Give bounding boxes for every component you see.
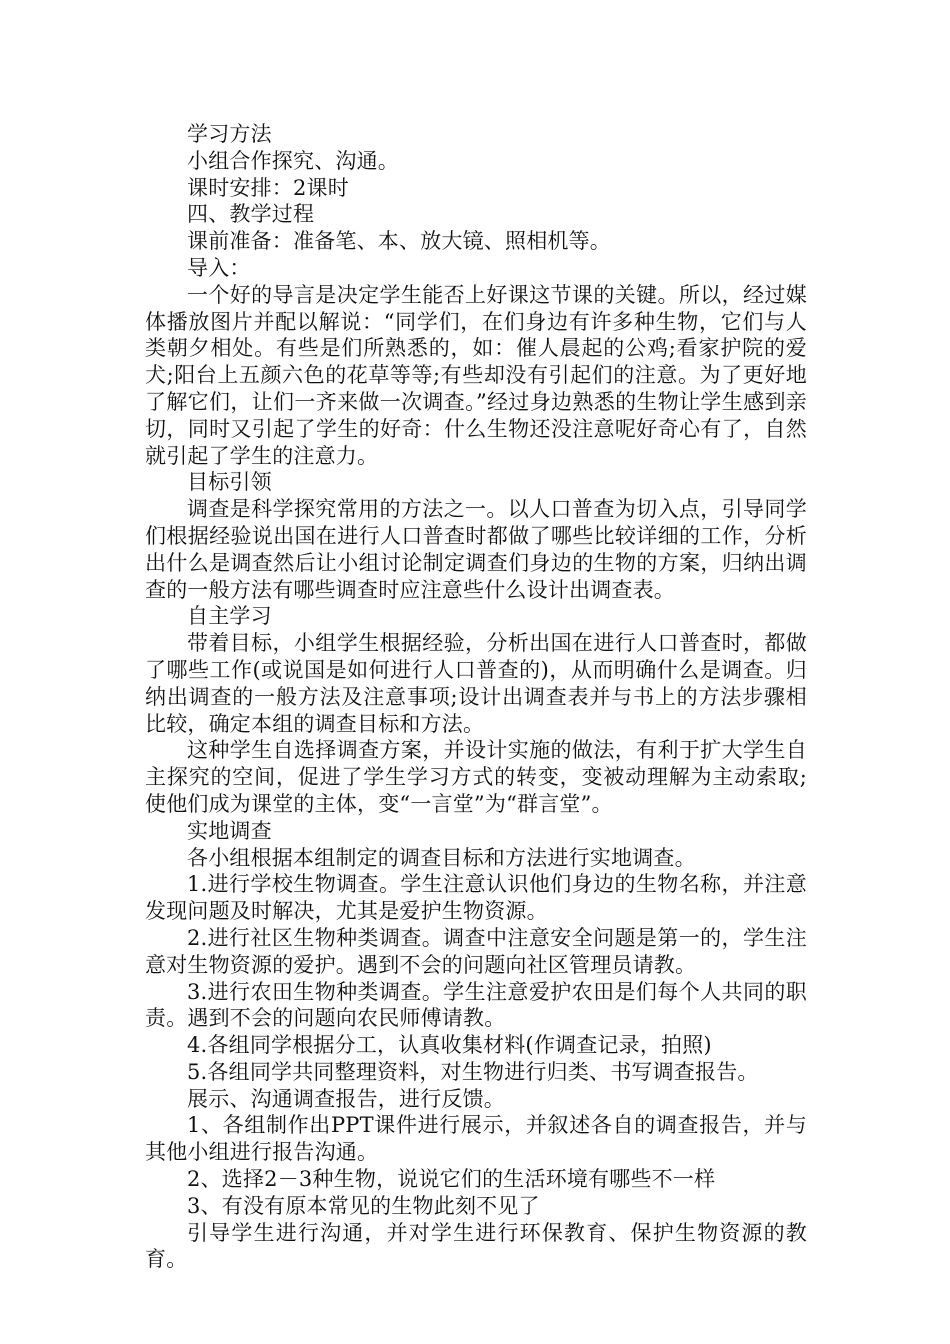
heading-present-report: 展示、沟通调查报告，进行反馈。 bbox=[187, 1086, 505, 1111]
list-item-ppt-presentation: 1、各组制作出PPT课件进行展示，并叙述各自的调查报告，并与其他小组进行报告沟通。 bbox=[145, 1113, 807, 1165]
list-item-farmland-survey: 3.进行农田生物种类调查。学生注意爱护农田是们每个人共同的职责。遇到不会的问题向农民师傅请教。 bbox=[145, 979, 807, 1031]
heading-introduction: 导入： bbox=[187, 255, 251, 280]
list-item-collect-materials: 4.各组同学根据分工，认真收集材料(作调查记录，拍照) bbox=[187, 1033, 712, 1058]
paragraph-environmental-education: 引导学生进行沟通，并对学生进行环保教育、保护生物资源的教育。 bbox=[145, 1220, 807, 1272]
list-item-missing-organisms: 3、有没有原本常见的生物此刻不见了 bbox=[187, 1193, 540, 1218]
list-item-community-survey: 2.进行社区生物种类调查。调查中注意安全问题是第一的，学生注意对生物资源的爱护。遇到不会的问题向社区管理员请教。 bbox=[145, 925, 807, 977]
paragraph-self-study: 带着目标，小组学生根据经验，分析出国在进行人口普查时，都做了哪些工作(或说国是如何进行人口普查的)，从而明确什么是调查。归纳出调查的一般方法及注意事项;设计出调查表并与书上的方法步骤相比较，确定本组的调查目标和方法。 bbox=[145, 631, 807, 736]
heading-goal-guidance: 目标引领 bbox=[187, 470, 272, 495]
paragraph-self-selected-plan: 这种学生自选择调查方案，并设计实施的做法，有利于扩大学生自主探究的空间，促进了学生学习方式的转变，变被动理解为主动索取;使他们成为课堂的主体，变“一言堂”为“群言堂”。 bbox=[145, 738, 807, 816]
list-item-choose-organisms: 2、选择2－3种生物，说说它们的生活环境有哪些不一样 bbox=[187, 1167, 716, 1192]
document-body bbox=[145, 121, 807, 1273]
list-item-school-survey: 1.进行学校生物调查。学生注意认识他们身边的生物名称，并注意发现问题及时解决，尤其是爱护生物资源。 bbox=[145, 872, 807, 924]
paragraph-field-survey: 各小组根据本组制定的调查目标和方法进行实地调查。 bbox=[187, 845, 696, 870]
paragraph-group-cooperation: 小组合作探究、沟通。 bbox=[187, 148, 399, 173]
heading-field-survey: 实地调查 bbox=[187, 818, 272, 843]
heading-teaching-process: 四、教学过程 bbox=[187, 202, 315, 227]
paragraph-introduction: 一个好的导言是决定学生能否上好课这节课的关键。所以，经过媒体播放图片并配以解说：“同学们，在们身边有许多种生物，它们与人类朝夕相处。有些是们所熟悉的，如：催人晨起的公鸡;看家护院的爱犬;阳台上五颜六色的花草等等;有些却没有引起们的注意。为了更好地了解它们，让们一齐来做一次调查。”经过身边熟悉的生物让学生感到亲切，同时又引起了学生的好奇：什么生物还没注意呢好奇心有了，自然就引起了学生的注意力。 bbox=[145, 282, 807, 468]
heading-study-method: 学习方法 bbox=[187, 122, 272, 146]
list-item-organize-data: 5.各组同学共同整理资料，对生物进行归类、书写调查报告。 bbox=[187, 1059, 759, 1084]
heading-self-study: 自主学习 bbox=[187, 604, 272, 629]
paragraph-goal-guidance: 调查是科学探究常用的方法之一。以人口普查为切入点，引导同学们根据经验说出国在进行人口普查时都做了哪些比较详细的工作，分析出什么是调查然后让小组讨论制定调查们身边的生物的方案，归纳出调查的一般方法有哪些调查时应注意些什么设计出调查表。 bbox=[145, 497, 807, 602]
paragraph-preparation: 课前准备：准备笔、本、放大镜、照相机等。 bbox=[187, 229, 611, 254]
paragraph-class-hours: 课时安排：2课时 bbox=[187, 175, 349, 200]
